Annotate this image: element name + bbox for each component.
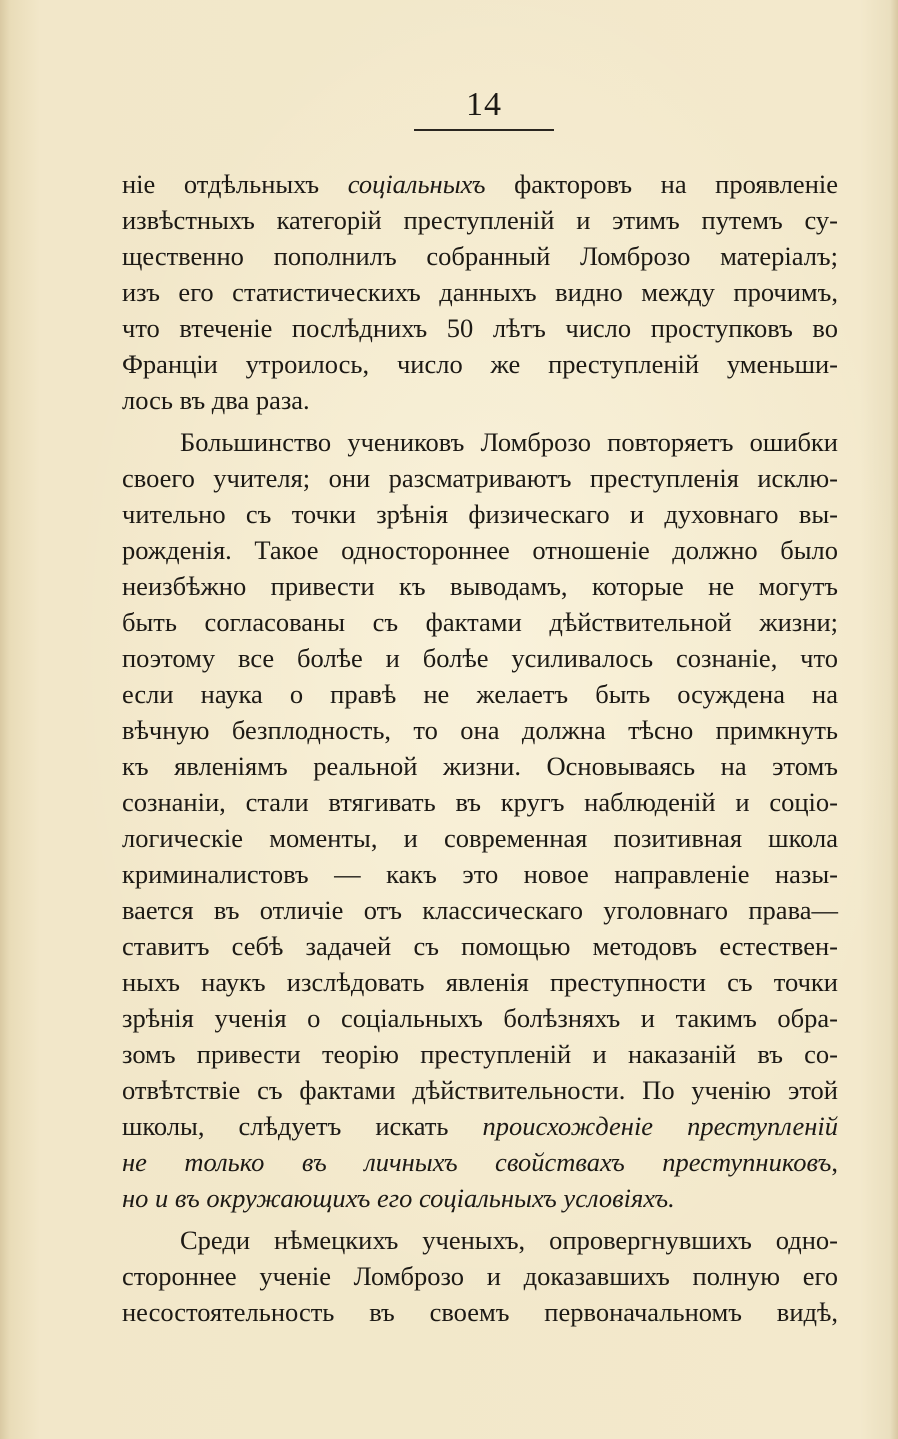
text-segment: Среди нѣмецкихъ ученыхъ, опровергнувшихъ одно- (180, 1225, 838, 1255)
text-segment: чительно съ точки зрѣнія физическаго и духовнаго вы- (122, 499, 838, 529)
text-segment: быть согласованы съ фактами дѣйствительной жизни; (122, 607, 838, 637)
text-segment: Большинство учениковъ Ломброзо повторяетъ ошибки (180, 427, 838, 457)
italic-text: соціальныхъ (347, 169, 486, 199)
text-line (122, 640, 838, 676)
text-line (122, 460, 838, 496)
text-line (122, 202, 838, 238)
text-line (122, 1036, 838, 1072)
paragraph-p1 (122, 166, 838, 418)
text-segment: отвѣтствіе съ фактами дѣйствительности. По ученію этой (122, 1075, 838, 1105)
text-line (122, 238, 838, 274)
text-segment: школы, слѣдуетъ искать (122, 1111, 483, 1141)
text-segment: факторовъ на проявленіе (485, 169, 838, 199)
text-segment: вается въ отличіе отъ классическаго уголовнаго права— (122, 895, 838, 925)
text-line (122, 382, 838, 418)
text-segment: сознаніи, стали втягивать въ кругъ наблюденій и соціо- (122, 787, 838, 817)
page-number: 14 (466, 86, 502, 123)
paragraph-p3 (122, 1222, 838, 1330)
text-line (122, 1222, 838, 1258)
text-line (122, 1294, 838, 1330)
text-segment: вѣчную безплодность, то она должна тѣсно примкнуть (122, 715, 838, 745)
text-segment: логическіе моменты, и современная позитивная школа (122, 823, 838, 853)
text-line (122, 784, 838, 820)
text-segment: своего учителя; они разсматриваютъ преступленія исклю- (122, 463, 838, 493)
text-line (122, 1180, 838, 1216)
text-segment: рожденія. Такое одностороннее отношеніе должно было (122, 535, 838, 565)
text-line (122, 1000, 838, 1036)
text-line (122, 1258, 838, 1294)
text-segment: зрѣнія ученія о соціальныхъ болѣзняхъ и такимъ обра- (122, 1003, 838, 1033)
text-segment: криминалистовъ — какъ это новое направленіе назы- (122, 859, 838, 889)
text-segment: , (831, 1147, 838, 1177)
text-segment: неизбѣжно привести къ выводамъ, которые не могутъ (122, 571, 838, 601)
text-line (122, 892, 838, 928)
text-line (122, 676, 838, 712)
paragraph-p2 (122, 424, 838, 1216)
italic-text: происхожденіе преступленій (482, 1111, 838, 1141)
text-segment: что втеченіе послѣднихъ 50 лѣтъ число проступковъ во (122, 313, 838, 343)
text-segment: къ явленіямъ реальной жизни. Основываясь на этомъ (122, 751, 838, 781)
text-line (122, 532, 838, 568)
text-segment: извѣстныхъ категорій преступленій и этимъ путемъ су- (122, 205, 838, 235)
text-segment: лось въ два раза. (122, 385, 310, 415)
text-segment: ніе отдѣльныхъ (122, 169, 348, 199)
text-line (122, 964, 838, 1000)
text-segment: несостоятельность въ своемъ первоначальномъ видѣ, (122, 1297, 838, 1327)
text-line (122, 310, 838, 346)
text-segment: изъ его статистическихъ данныхъ видно между прочимъ, (122, 277, 838, 307)
italic-text: не только въ личныхъ свойствахъ преступниковъ (122, 1147, 832, 1177)
text-segment: стороннее ученіе Ломброзо и доказавшихъ полную его (122, 1261, 838, 1291)
body-text (122, 166, 838, 1330)
text-line (122, 604, 838, 640)
text-line (122, 748, 838, 784)
text-segment: ныхъ наукъ изслѣдовать явленія преступности съ точки (122, 967, 838, 997)
header-rule (414, 129, 554, 131)
text-segment: поэтому все болѣе и болѣе усиливалось сознаніе, что (122, 643, 838, 673)
text-segment: щественно пополнилъ собранный Ломброзо матеріалъ; (122, 241, 838, 271)
text-line (122, 1144, 838, 1180)
text-line (122, 166, 838, 202)
text-line (122, 346, 838, 382)
text-line (122, 856, 838, 892)
text-segment: Франціи утроилось, число же преступленій уменьши- (122, 349, 838, 379)
text-line (122, 424, 838, 460)
text-line (122, 928, 838, 964)
text-line (122, 568, 838, 604)
text-segment: ставитъ себѣ задачей съ помощью методовъ естествен- (122, 931, 838, 961)
text-line (122, 1072, 838, 1108)
italic-text: но и въ окружающихъ его соціальныхъ условіяхъ. (122, 1183, 675, 1213)
text-segment: зомъ привести теорію преступленій и наказаній въ со- (122, 1039, 838, 1069)
text-line (122, 274, 838, 310)
text-segment: если наука о правѣ не желаетъ быть осуждена на (122, 679, 838, 709)
text-line (122, 1108, 838, 1144)
text-line (122, 496, 838, 532)
text-line (122, 820, 838, 856)
text-line (122, 712, 838, 748)
